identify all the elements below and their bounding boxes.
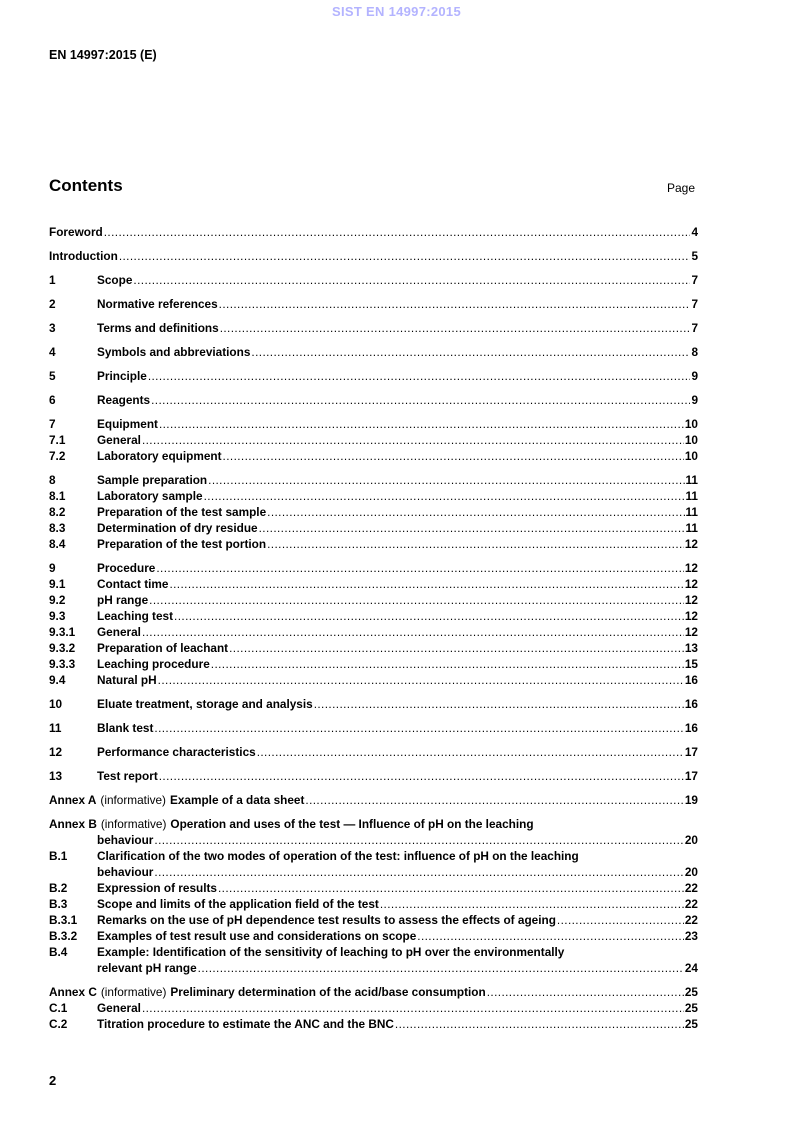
toc-entry-page: 25 xyxy=(684,1017,698,1031)
toc-entry-title: Example of a data sheet xyxy=(169,793,305,807)
toc-entry[interactable] xyxy=(49,1016,698,1032)
toc-entry-number: 6 xyxy=(49,393,56,407)
toc-entry[interactable] xyxy=(49,744,698,760)
toc-entry[interactable] xyxy=(49,224,698,240)
toc-entry-title: Examples of test result use and considerations on scope xyxy=(97,929,417,943)
toc-entry-title: Preparation of the test sample xyxy=(97,505,267,519)
toc-entry[interactable] xyxy=(49,296,698,312)
toc-entry-number: B.1 xyxy=(49,849,68,863)
toc-entry-number: C.2 xyxy=(49,1017,68,1031)
toc-entry-page: 12 xyxy=(684,561,698,575)
leader-dots xyxy=(142,432,684,448)
toc-entry-title: General xyxy=(97,433,141,447)
leader-dots xyxy=(148,368,691,384)
toc-entry[interactable] xyxy=(49,592,698,608)
leader-dots xyxy=(154,720,683,736)
toc-entry-title-cont: behaviour xyxy=(97,833,154,847)
leader-dots xyxy=(218,880,684,896)
leader-dots xyxy=(211,656,684,672)
contents-title: Contents xyxy=(49,176,123,195)
toc-entry-title: Example: Identification of the sensitivity of leaching to pH over the environmentally xyxy=(97,945,565,959)
leader-dots xyxy=(208,472,684,488)
toc-entry-page: 24 xyxy=(684,961,698,975)
toc-entry[interactable] xyxy=(49,624,698,640)
toc-entry[interactable] xyxy=(49,720,698,736)
leader-dots xyxy=(220,320,691,336)
toc-entry-title: Scope and limits of the application field of the test xyxy=(97,897,379,911)
toc-entry-title-cont: behaviour xyxy=(97,865,154,879)
toc-entry-title: General xyxy=(97,625,141,639)
leader-dots xyxy=(267,536,684,552)
leader-dots xyxy=(395,1016,684,1032)
leader-dots xyxy=(219,296,691,312)
annex-informative: (informative) xyxy=(100,985,167,999)
toc-entry[interactable] xyxy=(49,792,698,808)
toc-entry-page: 11 xyxy=(685,505,698,519)
leader-dots xyxy=(557,912,684,928)
toc-entry-number: 9.3.2 xyxy=(49,641,76,655)
toc-entry-page: 9 xyxy=(691,393,698,407)
table-of-contents xyxy=(49,224,698,1032)
toc-entry-number: B.3.2 xyxy=(49,929,78,943)
toc-entry-title: Preparation of leachant xyxy=(97,641,229,655)
toc-entry[interactable] xyxy=(49,1000,698,1016)
toc-entry-page: 17 xyxy=(684,745,698,759)
toc-entry-number: C.1 xyxy=(49,1001,68,1015)
page-column-label: Page xyxy=(667,181,696,195)
toc-entry-page: 22 xyxy=(684,897,698,911)
toc-entry-title: Contact time xyxy=(97,577,169,591)
toc-entry-page: 9 xyxy=(691,369,698,383)
toc-entry-number: 9.3.3 xyxy=(49,657,76,671)
toc-entry-number: 8.1 xyxy=(49,489,66,503)
toc-entry[interactable] xyxy=(49,504,698,520)
toc-entry[interactable] xyxy=(49,768,698,784)
toc-entry[interactable] xyxy=(49,560,698,576)
toc-entry-page: 13 xyxy=(684,641,698,655)
leader-dots xyxy=(229,640,684,656)
toc-entry[interactable] xyxy=(49,928,698,944)
toc-entry[interactable] xyxy=(49,576,698,592)
leader-dots xyxy=(267,504,684,520)
leader-dots xyxy=(133,272,690,288)
toc-entry-page: 11 xyxy=(685,521,698,535)
leader-dots xyxy=(154,864,683,880)
toc-entry-page: 4 xyxy=(691,225,698,239)
toc-entry-number: 8 xyxy=(49,473,56,487)
toc-entry[interactable] xyxy=(49,448,698,464)
toc-entry-page: 12 xyxy=(684,537,698,551)
toc-entry-page: 22 xyxy=(684,913,698,927)
toc-entry[interactable] xyxy=(49,344,698,360)
toc-entry-number: B.4 xyxy=(49,945,68,959)
toc-entry-page: 15 xyxy=(684,657,698,671)
toc-entry-continuation[interactable] xyxy=(49,832,698,848)
toc-entry[interactable] xyxy=(49,656,698,672)
toc-entry-title: Natural pH xyxy=(97,673,157,687)
toc-entry-title: Preliminary determination of the acid/base consumption xyxy=(170,985,486,999)
toc-entry-page: 25 xyxy=(684,1001,698,1015)
toc-entry[interactable] xyxy=(49,472,698,488)
toc-entry-page: 12 xyxy=(684,577,698,591)
toc-entry-continuation[interactable] xyxy=(49,960,698,976)
toc-entry[interactable] xyxy=(49,816,698,832)
toc-entry-number: B.2 xyxy=(49,881,68,895)
toc-entry-number: 7 xyxy=(49,417,56,431)
toc-entry-page: 25 xyxy=(684,985,698,999)
toc-entry-number: 2 xyxy=(49,297,56,311)
toc-entry[interactable] xyxy=(49,608,698,624)
toc-entry-number: 9.2 xyxy=(49,593,66,607)
toc-entry[interactable] xyxy=(49,944,698,960)
toc-entry-number: 13 xyxy=(49,769,63,783)
toc-entry-title: Symbols and abbreviations xyxy=(97,345,251,359)
toc-entry-page: 12 xyxy=(684,625,698,639)
leader-dots xyxy=(257,744,684,760)
toc-entry-page: 20 xyxy=(684,865,698,879)
toc-entry[interactable] xyxy=(49,848,698,864)
leader-dots xyxy=(142,1000,684,1016)
toc-entry-number: 5 xyxy=(49,369,56,383)
toc-entry-title: Titration procedure to estimate the ANC and the BNC xyxy=(97,1017,394,1031)
toc-entry-number: 12 xyxy=(49,745,63,759)
toc-entry-title: Clarification of the two modes of operation of the test: influence of pH on the leaching xyxy=(97,849,579,863)
toc-entry-page: 7 xyxy=(691,321,698,335)
toc-entry-page: 8 xyxy=(691,345,698,359)
leader-dots xyxy=(142,624,684,640)
leader-dots xyxy=(305,792,683,808)
toc-entry[interactable] xyxy=(49,640,698,656)
page-number: 2 xyxy=(49,1073,57,1088)
toc-entry[interactable] xyxy=(49,672,698,688)
toc-entry-title: Terms and definitions xyxy=(97,321,219,335)
toc-entry[interactable] xyxy=(49,392,698,408)
toc-entry-title: Blank test xyxy=(97,721,154,735)
watermark: SIST EN 14997:2015 xyxy=(332,4,461,19)
toc-entry-title: Test report xyxy=(97,769,158,783)
toc-entry-page: 5 xyxy=(691,249,698,263)
toc-entry-title: Reagents xyxy=(97,393,151,407)
toc-entry[interactable] xyxy=(49,880,698,896)
toc-entry-title: Sample preparation xyxy=(97,473,208,487)
leader-dots xyxy=(314,696,684,712)
toc-entry[interactable] xyxy=(49,912,698,928)
toc-entry-title: Operation and uses of the test — Influence of pH on the leaching xyxy=(170,817,534,831)
leader-dots xyxy=(204,488,685,504)
toc-entry-page: 12 xyxy=(684,593,698,607)
toc-entry-title: Scope xyxy=(97,273,133,287)
toc-entry[interactable] xyxy=(49,248,698,264)
toc-entry-page: 7 xyxy=(691,297,698,311)
toc-entry-page: 16 xyxy=(684,673,698,687)
leader-dots xyxy=(159,416,684,432)
toc-entry-page: 11 xyxy=(685,489,698,503)
annex-informative: (informative) xyxy=(100,793,166,807)
leader-dots xyxy=(174,608,684,624)
toc-entry-number: 11 xyxy=(49,721,62,735)
annex-informative: (informative) xyxy=(100,817,167,831)
toc-entry[interactable] xyxy=(49,984,698,1000)
toc-entry-number: B.3.1 xyxy=(49,913,78,927)
toc-entry-number: 7.1 xyxy=(49,433,66,447)
toc-entry[interactable] xyxy=(49,488,698,504)
leader-dots xyxy=(169,576,683,592)
toc-entry-number: 9.3 xyxy=(49,609,66,623)
leader-dots xyxy=(223,448,684,464)
toc-entry-page: 22 xyxy=(684,881,698,895)
leader-dots xyxy=(151,392,690,408)
toc-entry-title: Foreword xyxy=(49,225,103,239)
toc-entry-title: Determination of dry residue xyxy=(97,521,258,535)
toc-entry[interactable] xyxy=(49,432,698,448)
toc-entry-title-cont: relevant pH range xyxy=(97,961,197,975)
toc-entry-title: Procedure xyxy=(97,561,156,575)
toc-entry-number: 3 xyxy=(49,321,56,335)
toc-entry-title: Performance characteristics xyxy=(97,745,256,759)
annex-label: Annex B xyxy=(49,817,97,831)
toc-entry-title: Leaching test xyxy=(97,609,174,623)
toc-entry-title: Introduction xyxy=(49,249,118,263)
leader-dots xyxy=(251,344,690,360)
leader-dots xyxy=(159,768,684,784)
toc-entry-page: 12 xyxy=(684,609,698,623)
toc-entry-title: Equipment xyxy=(97,417,158,431)
toc-entry-number: 4 xyxy=(49,345,56,359)
toc-entry-number: 9.4 xyxy=(49,673,66,687)
toc-entry-page: 10 xyxy=(684,433,698,447)
toc-entry-title: General xyxy=(97,1001,141,1015)
toc-entry-title: Laboratory sample xyxy=(97,489,203,503)
toc-entry-page: 7 xyxy=(691,273,698,287)
toc-entry-number: 9 xyxy=(49,561,56,575)
toc-entry-title: Principle xyxy=(97,369,147,383)
toc-entry[interactable] xyxy=(49,896,698,912)
toc-entry-number: 9.1 xyxy=(49,577,66,591)
toc-entry-number: 8.4 xyxy=(49,537,66,551)
leader-dots xyxy=(104,224,691,240)
toc-entry-number: 1 xyxy=(49,273,56,287)
leader-dots xyxy=(380,896,684,912)
toc-entry-page: 16 xyxy=(684,721,698,735)
toc-entry-title: Normative references xyxy=(97,297,218,311)
toc-entry-number: 10 xyxy=(49,697,63,711)
toc-entry[interactable] xyxy=(49,272,698,288)
toc-entry[interactable] xyxy=(49,416,698,432)
toc-entry-page: 10 xyxy=(684,449,698,463)
leader-dots xyxy=(154,832,683,848)
toc-entry-number: B.3 xyxy=(49,897,68,911)
leader-dots xyxy=(487,984,684,1000)
toc-entry[interactable] xyxy=(49,320,698,336)
toc-entry[interactable] xyxy=(49,368,698,384)
toc-entry-page: 23 xyxy=(684,929,698,943)
toc-entry-title: Remarks on the use of pH dependence test results to assess the effects of ageing xyxy=(97,913,556,927)
toc-entry-title: Eluate treatment, storage and analysis xyxy=(97,697,313,711)
toc-entry-title: Laboratory equipment xyxy=(97,449,222,463)
toc-entry-page: 11 xyxy=(685,473,698,487)
toc-entry-page: 19 xyxy=(684,793,698,807)
toc-entry-title: pH range xyxy=(97,593,149,607)
toc-entry-title: Expression of results xyxy=(97,881,217,895)
leader-dots xyxy=(259,520,685,536)
toc-entry-title: Leaching procedure xyxy=(97,657,210,671)
toc-entry-continuation[interactable] xyxy=(49,864,698,880)
leader-dots xyxy=(149,592,684,608)
toc-entry-number: 9.3.1 xyxy=(49,625,76,639)
toc-entry-number: 8.2 xyxy=(49,505,66,519)
toc-entry[interactable] xyxy=(49,696,698,712)
toc-entry-page: 20 xyxy=(684,833,698,847)
document-id: EN 14997:2015 (E) xyxy=(49,48,157,62)
toc-entry-page: 16 xyxy=(684,697,698,711)
toc-entry-title: Preparation of the test portion xyxy=(97,537,267,551)
toc-entry-page: 17 xyxy=(684,769,698,783)
leader-dots xyxy=(417,928,684,944)
toc-entry-number: 8.3 xyxy=(49,521,66,535)
toc-entry[interactable] xyxy=(49,520,698,536)
annex-label: Annex C xyxy=(49,985,97,999)
toc-entry-number: 7.2 xyxy=(49,449,66,463)
leader-dots xyxy=(158,672,684,688)
leader-dots xyxy=(198,960,684,976)
leader-dots xyxy=(156,560,684,576)
toc-entry[interactable] xyxy=(49,536,698,552)
annex-label: Annex A xyxy=(49,793,97,807)
leader-dots xyxy=(119,248,691,264)
toc-entry-page: 10 xyxy=(684,417,698,431)
